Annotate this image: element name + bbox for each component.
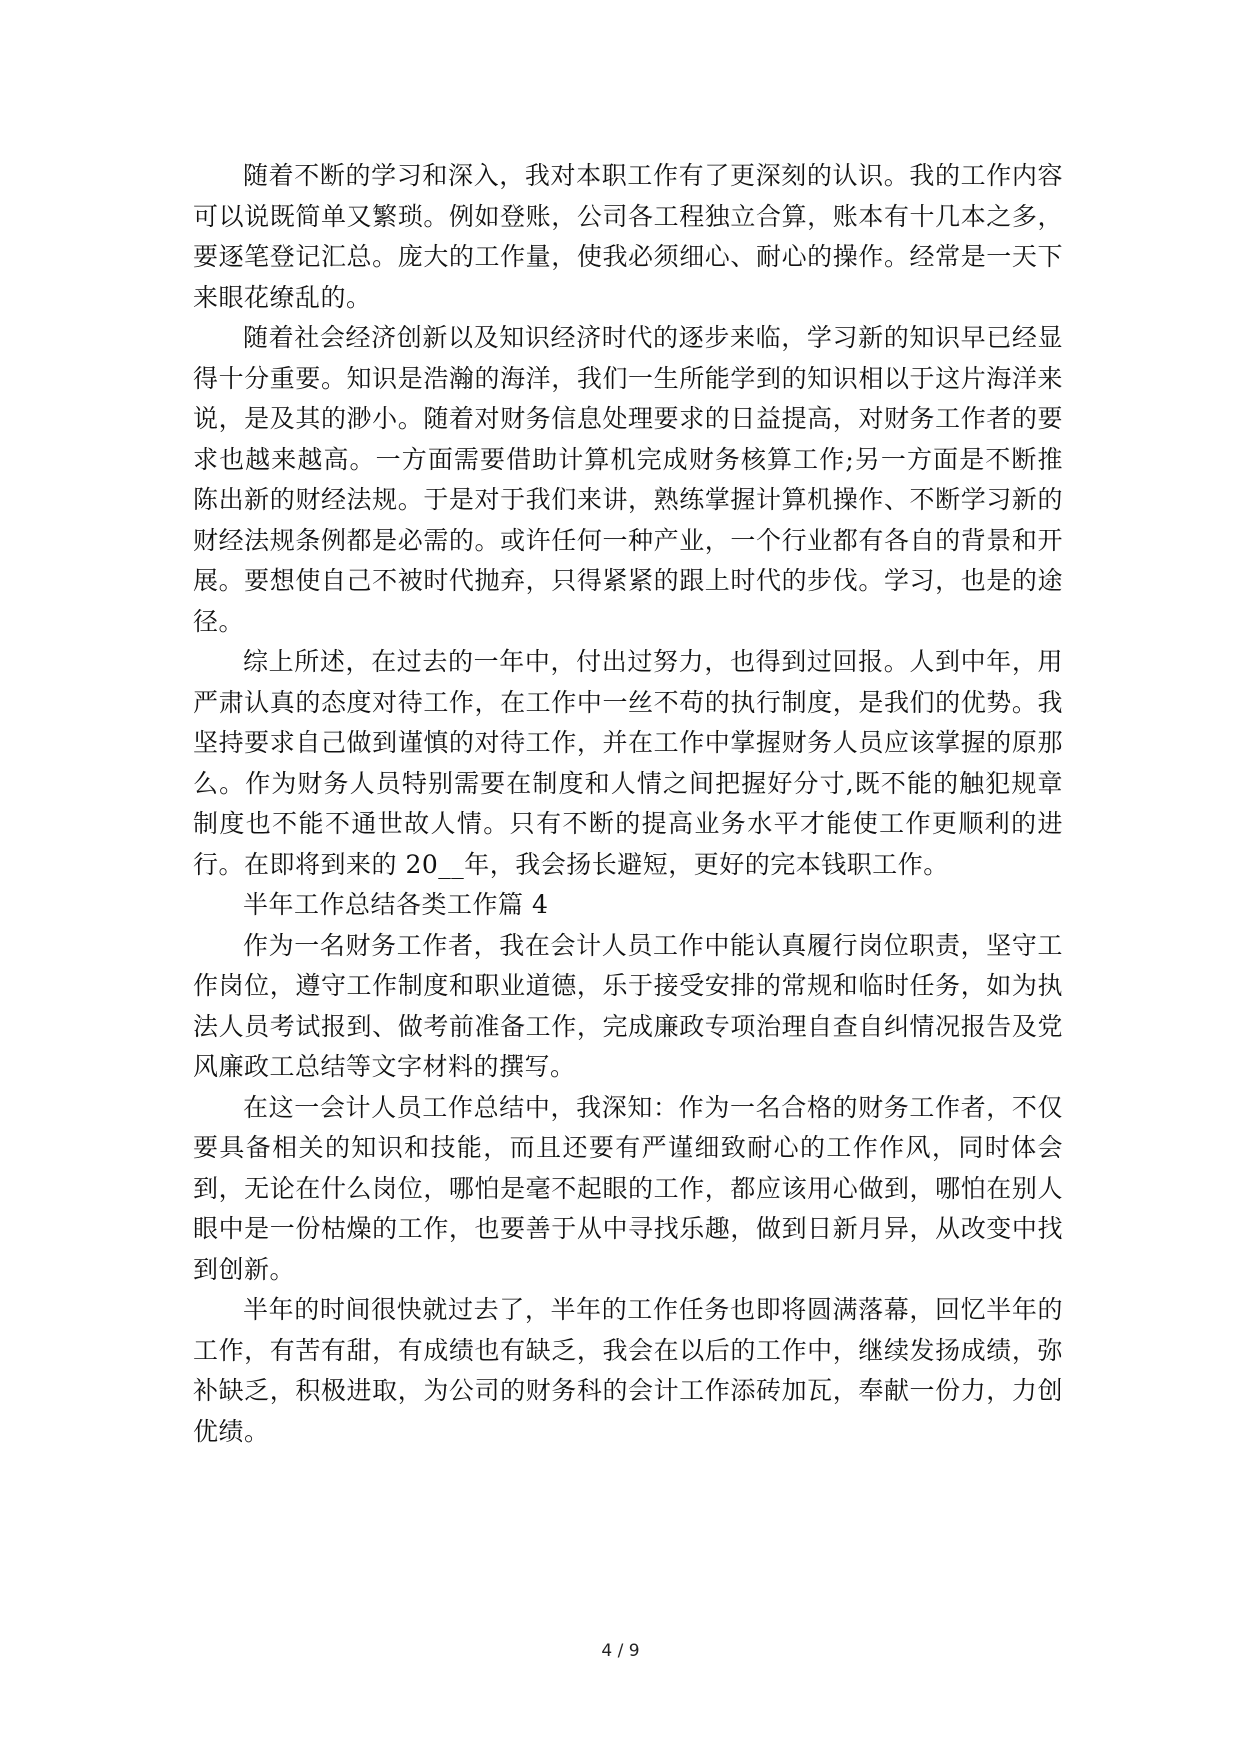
paragraph-finance-worker: 作为一名财务工作者，我在会计人员工作中能认真履行岗位职责，坚守工作岗位，遵守工作制度和职业道德，乐于接受安排的常规和临时任务，如为执法人员考试报到、做考前准备工作，完成廉政专项治理自查自纠情况报告及党风廉政工总结等文字材料的撰写。 [193, 930, 1063, 1081]
paragraph-summary: 综上所述，在过去的一年中，付出过努力，也得到过回报。人到中年，用严肃认真的态度对待工作，在工作中一丝不苟的执行制度，是我们的优势。我坚持要求自己做到谨慎的对待工作，并在工作中掌握财务人员应该掌握的原那么。作为财务人员特别需要在制度和人情之间把握好分寸,既不能的触犯规章制度也不能不通世故人情。只有不断的提高业务水平才能使工作更顺利的进行。在即将到来的 20__年，我会扬长避短，更好的完本钱职工作。 [193, 647, 1063, 879]
paragraph-knowledge-economy: 随着社会经济创新以及知识经济时代的逐步来临，学习新的知识早已经显得十分重要。知识是浩瀚的海洋，我们一生所能学到的知识相以于这片海洋来说，是及其的渺小。随着对财务信息处理要求的日益提高，对财务工作者的要求也越来越高。一方面需要借助计算机完成财务核算工作;另一方面是不断推陈出新的财经法规。于是对于我们来讲，熟练掌握计算机操作、不断学习新的财经法规条例都是必需的。或许任何一种产业，一个行业都有各自的背景和开展。要想使自己不被时代抛弃，只得紧紧的跟上时代的步伐。学习，也是的途径。 [193, 323, 1063, 636]
paragraph-study: 随着不断的学习和深入，我对本职工作有了更深刻的认识。我的工作内容可以说既简单又繁琐。例如登账，公司各工程独立合算，账本有十几本之多，要逐笔登记汇总。庞大的工作量，使我必须细心、耐心的操作。经常是一天下来眼花缭乱的。 [193, 161, 1063, 312]
document-body [193, 156, 1063, 1452]
paragraph-work-insight: 在这一会计人员工作总结中，我深知：作为一名合格的财务工作者，不仅要具备相关的知识和技能，而且还要有严谨细致耐心的工作作风，同时体会到，无论在什么岗位，哪怕是毫不起眼的工作，都应该用心做到，哪怕在别人眼中是一份枯燥的工作，也要善于从中寻找乐趣，做到日新月异，从改变中找到创新。 [193, 1092, 1063, 1284]
section-heading: 半年工作总结各类工作篇 4 [243, 890, 549, 919]
paragraph-half-year: 半年的时间很快就过去了，半年的工作任务也即将圆满落幕，回忆半年的工作，有苦有甜，有成绩也有缺乏，我会在以后的工作中，继续发扬成绩，弥补缺乏，积极进取，为公司的财务科的会计工作添砖加瓦，奉献一份力，力创优绩。 [193, 1295, 1063, 1446]
page-number: 4 / 9 [601, 1641, 640, 1661]
